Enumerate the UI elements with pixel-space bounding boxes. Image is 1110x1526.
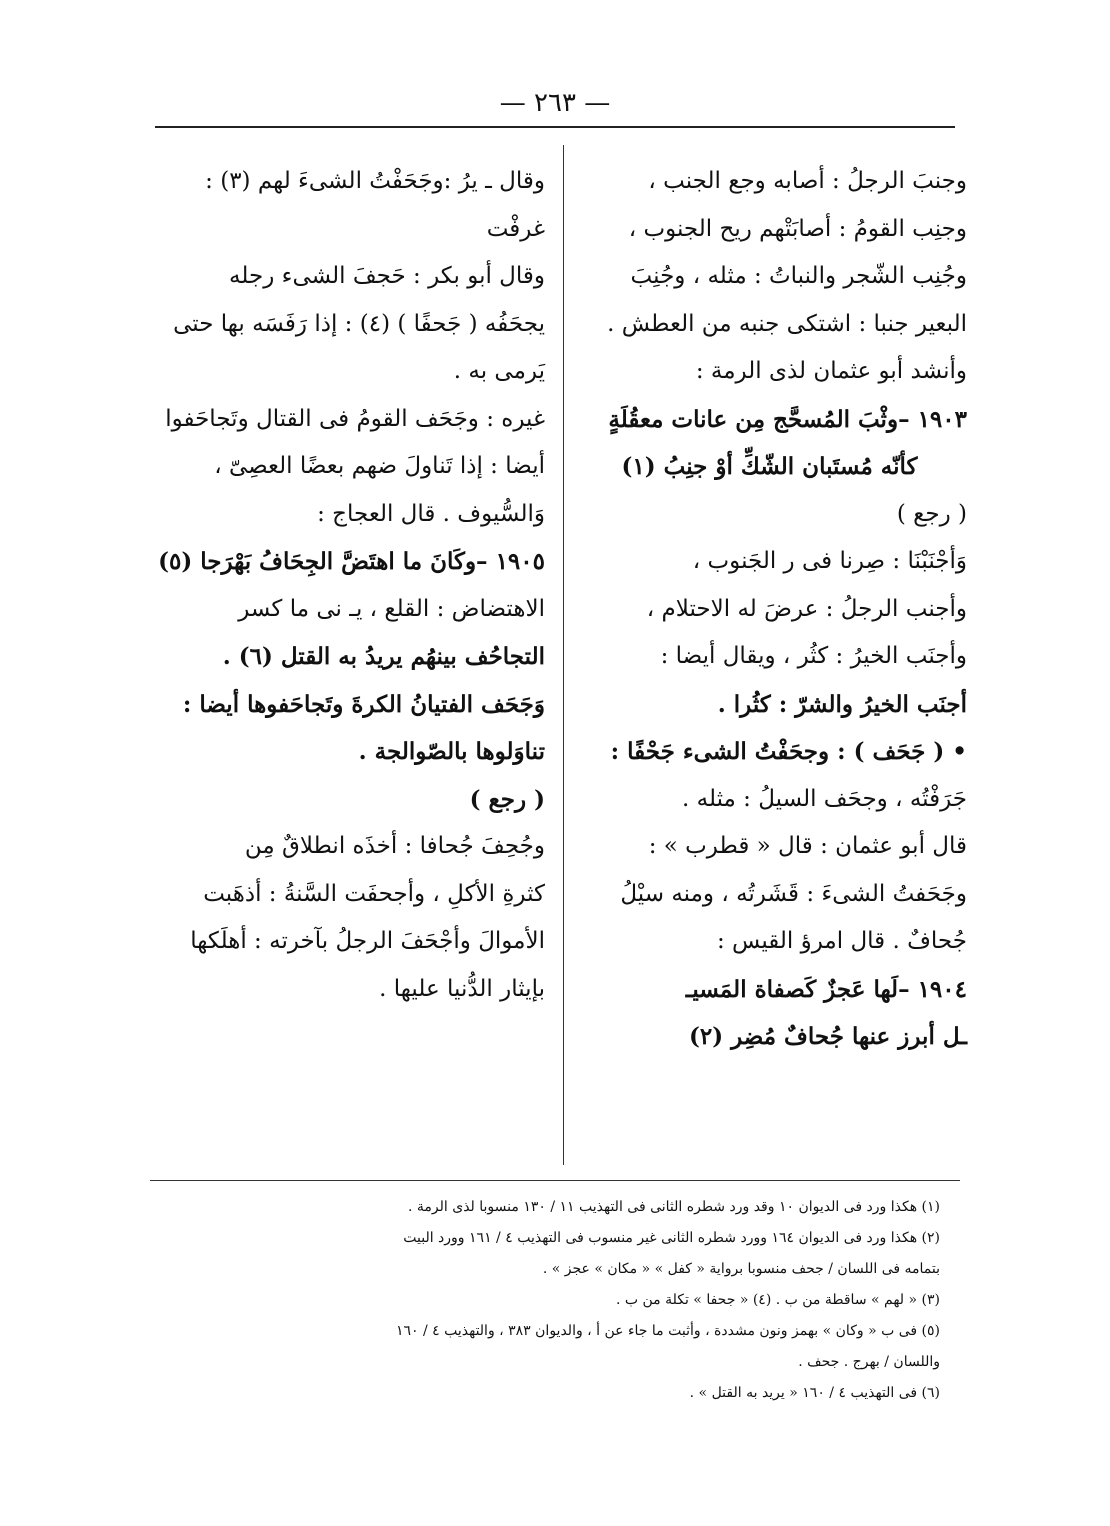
text-line: وجنبَ الرجلُ : أصابه وجع الجنب ، (648, 168, 967, 194)
page-number: — ٢٦٣ — (499, 88, 611, 118)
right-column (572, 158, 967, 1061)
footnote-rule (150, 1180, 960, 1181)
verse-line: ١٩٠٤ –لَها عَجزٌ كَصفاة المَسيـ (685, 975, 967, 1003)
text-line: وَجَحَف الفتيانُ الكرةَ وتَجاحَفوها أيضا : (182, 690, 545, 718)
text-line: أجنَب الخيرُ والشرّ : كثُرا . (717, 690, 967, 718)
text-line: يجحَفُه ( جَحفًا ) (٤) : إذا رَفَسَه بها حتى (173, 310, 545, 337)
footnote: (٥) فى ب « وكان » بهمز ونون مشددة ، وأثبت ما جاء عن أ ، والديوان ٣٨٣ ، والتهذيب ٤ / ١٦٠ (395, 1323, 940, 1339)
text-line: وَالسُّيوف . قال العجاج : (317, 500, 545, 527)
text-line: تناوَلوها بالصّوالجة . (358, 738, 545, 765)
footnote: بتمامه فى اللسان / جحف منسوبا برواية « كفل » « مكان » عجز » . (542, 1261, 940, 1277)
text-line: وأجنَب الخيرُ : كثُر ، ويقال أيضا : (660, 643, 967, 669)
text-line: البعير جنبا : اشتكى جنبه من العطش . (607, 310, 967, 337)
text-line: جَرَفْتُه ، وجحَف السيلُ : مثله . (682, 785, 967, 812)
verse-line: كأنّه مُستَبان الشّكِّ أوْ جنِبُ (١) (621, 453, 918, 480)
text-line: الأموالَ وأجْحَفَ الرجلُ بآخرته : أهلَكها (190, 928, 545, 954)
text-line: وَأجْنَبْنَا : صِرنا فى ر الجَنوب ، (692, 548, 967, 574)
text-line: قال أبو عثمان : قال « قطرب » : (648, 833, 967, 859)
text-line: غرفْت (486, 215, 545, 242)
footnote: (٣) « لهم » ساقطة من ب . (٤) « جحفا » تكلة من ب . (615, 1292, 940, 1308)
text-line: الاهتضاض : القلع ، يـ نى ما كسر (238, 595, 545, 622)
text-line: وأجنب الرجلُ : عرضَ له الاحتلام ، (646, 595, 967, 622)
footnote: (٦) فى التهذيب ٤ / ١٦٠ « يريد به القتل » . (689, 1385, 940, 1401)
section-marker: ( رجع ) (469, 785, 545, 813)
left-column (160, 158, 545, 1013)
text-line: وجنِب القومُ : أصابَتْهم ريح الجنوب ، (628, 215, 967, 242)
footnote: (١) هكذا ورد فى الديوان ١٠ وقد ورد شطره الثانى فى التهذيب ١١ / ١٣٠ منسوبا لذى الرمة . (408, 1199, 940, 1215)
text-line: وجَحَفتُ الشىءَ : قَشَرتُه ، ومنه سيْلُ (620, 880, 967, 907)
text-line: وجُحِفَ جُحافا : أخذَه انطلاقٌ مِن (244, 833, 545, 859)
text-line: جُحافٌ . قال امرؤ القيس : (716, 928, 967, 954)
text-line: وقال ـ يرُ :وجَحَفْتُ الشىءَ لهم (٣) : (205, 168, 545, 194)
text-line: التجاحُف بينهُم يريدُ به القتل (٦) . (222, 643, 545, 670)
entry-heading: • ( جَحَف ) : وجحَفْتُ الشىء جَحْفًا : (610, 738, 967, 765)
section-marker: ( رجع ) (896, 500, 967, 527)
verse-line: ـل أبرز عنها جُحافٌ مُضِر (٢) (688, 1023, 967, 1050)
verse-line: ١٩٠٣ –وثْبَ المُسحَّج مِن عانات معقُلَةٍ (608, 405, 967, 433)
text-line: غيره : وجَحَف القومُ فى القتال وتَجاحَفوا (165, 405, 545, 432)
footnote: واللسان / بهرج . جحف . (798, 1354, 940, 1370)
text-line: كثرةِ الأكلِ ، وأجحفَت السَّنةُ : أذهَبت (203, 880, 545, 907)
text-line: يَرمى به . (453, 358, 545, 384)
text-line: وجُنِب الشّجر والنباتُ : مثله ، وجُنِبَ (630, 263, 967, 289)
text-line: بإيثار الدُّنيا عليها . (379, 975, 545, 1002)
verse-line: ١٩٠٥ –وكَانَ ما اهتَضَّ الجِحَافُ بَهْرَجا (٥) (158, 548, 545, 575)
header-rule (155, 126, 955, 128)
footnotes (160, 1192, 940, 1409)
text-line: أيضا : إذا تَناولَ ضهم بعضًا العصِىّ ، (214, 453, 545, 479)
text-line: وأنشد أبو عثمان لذى الرمة : (695, 358, 967, 384)
footnote: (٢) هكذا ورد فى الديوان ١٦٤ وورد شطره الثانى غير منسوب فى التهذيب ٤ / ١٦١ وورد البيت (403, 1230, 940, 1246)
column-divider (563, 145, 564, 1165)
text-line: وقال أبو بكر : حَجفَ الشىء رجله (229, 263, 545, 289)
